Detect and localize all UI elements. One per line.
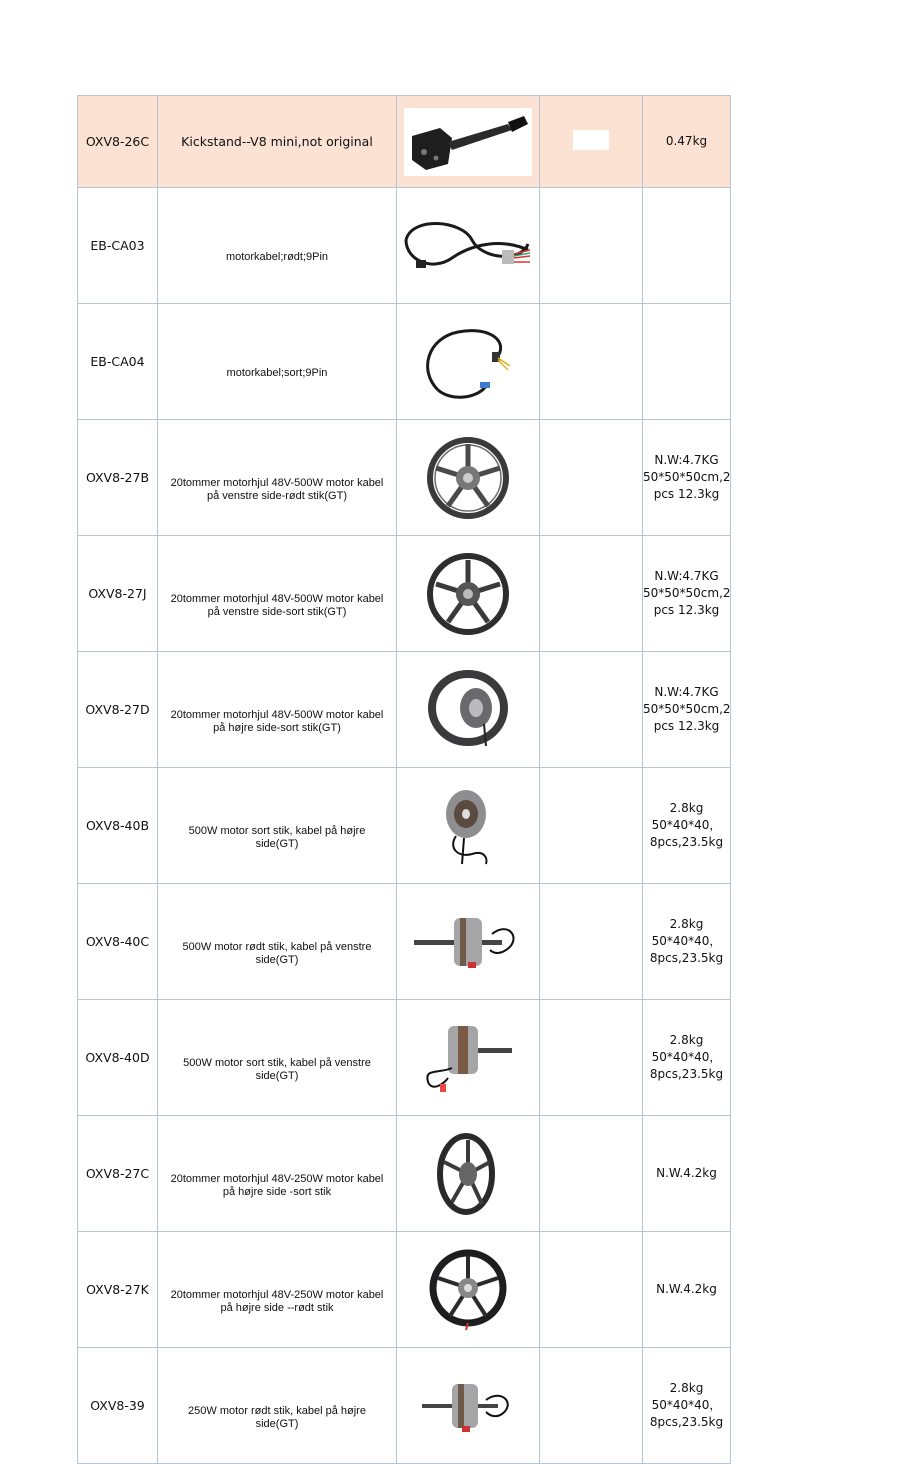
table-row (78, 420, 731, 536)
weight-cell (643, 188, 731, 304)
part-description: 20tommer motorhjul 48V-250W motor kabel på højre side -sort stik (158, 1116, 397, 1232)
empty-cell (540, 1348, 643, 1464)
weight-cell (643, 304, 731, 420)
table-row (78, 96, 731, 188)
weight-cell: N.W:4.7KG 50*50*50cm,2 pcs 12.3kg (643, 652, 731, 768)
table-row (78, 188, 731, 304)
part-description: motorkabel;rødt;9Pin (158, 188, 397, 304)
motor-wheel-photo (397, 420, 540, 536)
part-description: 20tommer motorhjul 48V-250W motor kabel på højre side --rødt stik (158, 1232, 397, 1348)
parts-table (77, 95, 731, 1464)
part-description: 500W motor sort stik, kabel på højre side(GT) (158, 768, 397, 884)
empty-cell (540, 188, 643, 304)
table-row (78, 1232, 731, 1348)
part-description: 20tommer motorhjul 48V-500W motor kabel på venstre side-sort stik(GT) (158, 536, 397, 652)
empty-cell (540, 304, 643, 420)
part-code: OXV8-27J (78, 536, 158, 652)
empty-cell (540, 1232, 643, 1348)
weight-cell: 2.8kg 50*40*40， 8pcs,23.5kg (643, 884, 731, 1000)
empty-cell (540, 1000, 643, 1116)
empty-cell (540, 884, 643, 1000)
motor-wheel-photo (397, 1116, 540, 1232)
weight-cell: 2.8kg 50*40*40， 8pcs,23.5kg (643, 1000, 731, 1116)
empty-cell (540, 96, 643, 188)
hub-motor-photo (397, 884, 540, 1000)
motor-cable-black-photo (397, 304, 540, 420)
empty-cell (540, 420, 643, 536)
table-row (78, 768, 731, 884)
table-row (78, 884, 731, 1000)
weight-cell: N.W.4.2kg (643, 1232, 731, 1348)
part-description: 500W motor sort stik, kabel på venstre side(GT) (158, 1000, 397, 1116)
empty-cell (540, 768, 643, 884)
hub-motor-photo (397, 1348, 540, 1464)
part-description: 250W motor rødt stik, kabel på højre side(GT) (158, 1348, 397, 1464)
part-description: 20tommer motorhjul 48V-500W motor kabel på venstre side-rødt stik(GT) (158, 420, 397, 536)
part-code: EB-CA04 (78, 304, 158, 420)
table-row (78, 1116, 731, 1232)
part-code: OXV8-27D (78, 652, 158, 768)
part-code: OXV8-40C (78, 884, 158, 1000)
table-row (78, 652, 731, 768)
motor-wheel-photo (397, 1232, 540, 1348)
part-code: EB-CA03 (78, 188, 158, 304)
part-description: 20tommer motorhjul 48V-500W motor kabel på højre side-sort stik(GT) (158, 652, 397, 768)
part-description: motorkabel;sort;9Pin (158, 304, 397, 420)
weight-cell: 2.8kg 50*40*40， 8pcs,23.5kg (643, 768, 731, 884)
weight-cell: N.W:4.7KG 50*50*50cm,2 pcs 12.3kg (643, 536, 731, 652)
empty-cell (540, 536, 643, 652)
kickstand-photo (397, 96, 540, 188)
weight-cell: 2.8kg 50*40*40， 8pcs,23.5kg (643, 1348, 731, 1464)
part-code: OXV8-27C (78, 1116, 158, 1232)
table-row (78, 1348, 731, 1464)
motor-cable-red-photo (397, 188, 540, 304)
hub-motor-photo (397, 768, 540, 884)
weight-cell: 0.47kg (643, 96, 731, 188)
part-code: OXV8-27K (78, 1232, 158, 1348)
motor-wheel-photo (397, 652, 540, 768)
weight-cell: N.W:4.7KG 50*50*50cm,2 pcs 12.3kg (643, 420, 731, 536)
part-code: OXV8-40D (78, 1000, 158, 1116)
empty-cell (540, 652, 643, 768)
empty-cell (540, 1116, 643, 1232)
table-row (78, 304, 731, 420)
motor-wheel-photo (397, 536, 540, 652)
hub-motor-photo (397, 1000, 540, 1116)
white-label-box (573, 130, 609, 150)
part-code: OXV8-27B (78, 420, 158, 536)
weight-cell: N.W.4.2kg (643, 1116, 731, 1232)
part-code: OXV8-40B (78, 768, 158, 884)
table-row (78, 1000, 731, 1116)
table-row (78, 536, 731, 652)
part-code: OXV8-26C (78, 96, 158, 188)
part-code: OXV8-39 (78, 1348, 158, 1464)
part-description: 500W motor rødt stik, kabel på venstre side(GT) (158, 884, 397, 1000)
part-description: Kickstand--V8 mini,not original (158, 96, 397, 188)
